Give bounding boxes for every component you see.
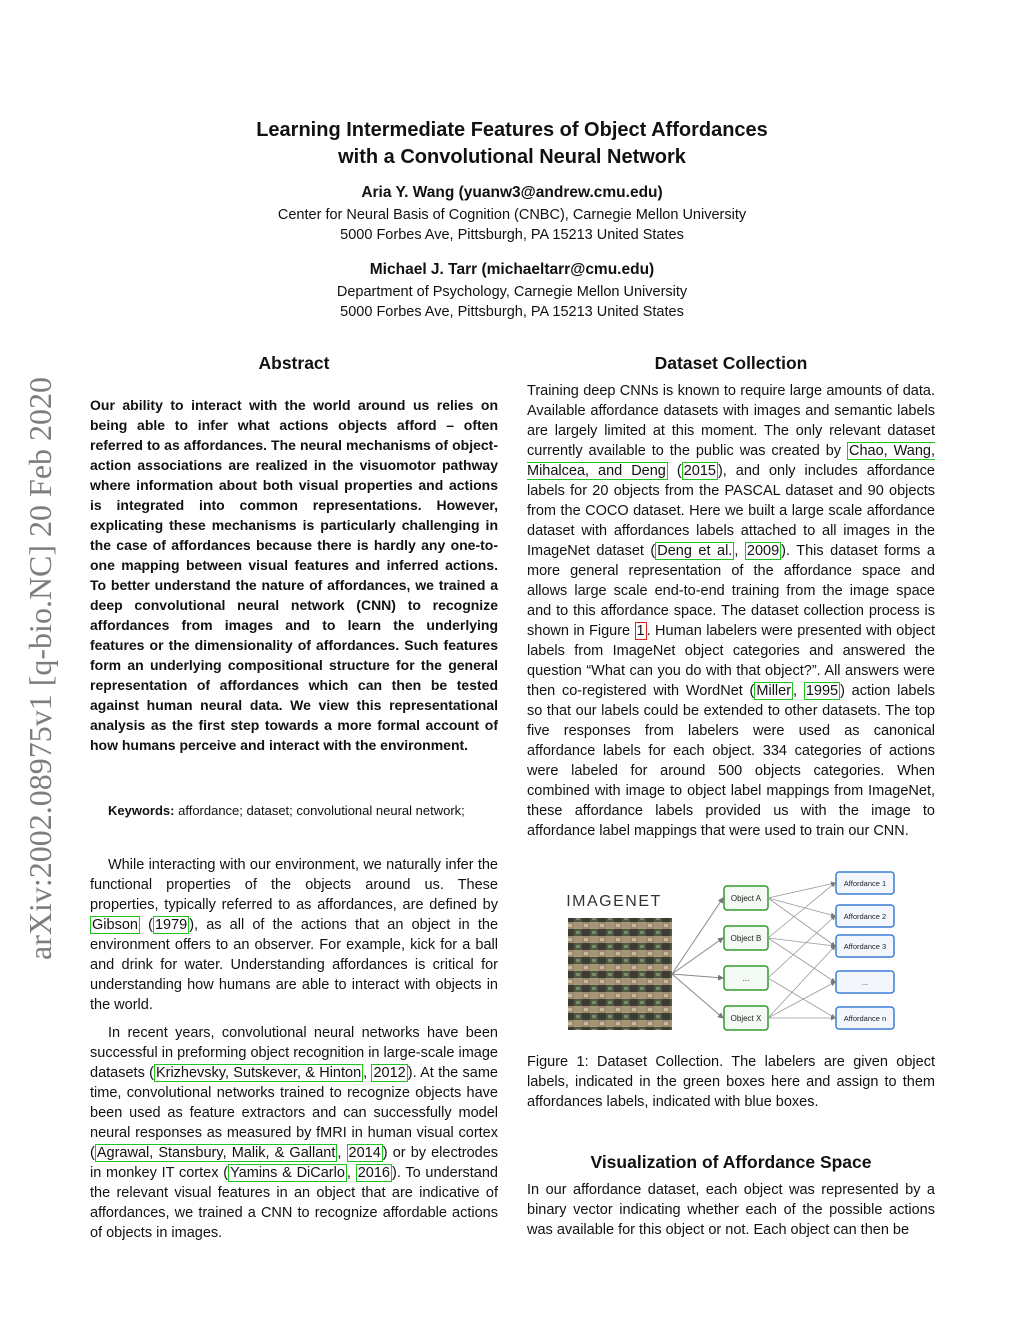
citation-link[interactable]: 2014 <box>348 1145 381 1161</box>
citation-link[interactable]: Chao, Wang, Mihalcea, and Deng <box>527 443 935 479</box>
text-run: ), as all of the actions that an object in the environment offers to an observer. For example, kick for a ball and drink for water. Understanding affordances is critical for understanding how humans are able to interact with objects in the world. <box>90 917 499 1013</box>
intro-section <box>90 855 498 1251</box>
author-1-name: Aria Y. Wang (yuanw3@andrew.cmu.edu) <box>361 184 663 201</box>
object-label: Object B <box>730 934 762 943</box>
citation-link[interactable]: 1995 <box>805 683 839 699</box>
object-label: ... <box>742 974 750 983</box>
keywords <box>108 803 498 818</box>
arrow-edge <box>672 974 723 1018</box>
text-run: ). This dataset forms a more general representation of the affordance space and allows large scale end-to-end training from the image space and to this affordance space. The dataset collection process is shown in Figure <box>527 543 935 639</box>
title-line-2: with a Convolutional Neural Network <box>338 146 686 168</box>
text-run: ( <box>139 917 153 933</box>
text-run: , <box>346 1165 356 1181</box>
affordance-label: ... <box>861 978 869 987</box>
affordance-label: Affordance 3 <box>843 942 887 951</box>
paper-title <box>0 117 1024 171</box>
text-run: , <box>734 543 745 559</box>
citation-link[interactable]: Deng et al. <box>657 543 733 559</box>
citation-link[interactable]: Gibson <box>92 917 138 933</box>
affordance-label: Affordance n <box>843 1014 887 1023</box>
text-run: , <box>793 683 804 699</box>
intro-paragraph-1 <box>90 855 498 1015</box>
citation-link[interactable]: Krizhevsky, Sutskever, & Hinton <box>155 1065 362 1081</box>
author-2-affiliation: Department of Psychology, Carnegie Mellon University <box>336 284 688 300</box>
keywords-value: affordance; dataset; convolutional neural network; <box>178 803 465 818</box>
citation-link[interactable]: 2012 <box>373 1065 406 1081</box>
citation-link[interactable]: 2009 <box>746 543 780 559</box>
intro-paragraph-2 <box>90 1023 498 1243</box>
arrow-edge <box>672 938 723 974</box>
affordance-label: Affordance 2 <box>843 912 887 921</box>
citation-link[interactable]: Yamins & DiCarlo <box>230 1165 345 1181</box>
text-run: ) action labels so that our labels could be extended to other datasets. The top five responses from labelers were used as canonical affordance labels for each object. 334 categories of actions were labeled for around 500 objects categories. When combined with image to object label mappings from ImageNet, these affordance labels provided us with the image to affordance label mappings that were used to train our CNN. <box>527 683 935 839</box>
text-run: ). At the same time, convolutional networks trained to recognize objects have been used as feature extractors and can successfully model neural responses as measured by fMRI in human visual cortex ( <box>90 1065 498 1161</box>
imagenet-mosaic <box>568 918 672 1030</box>
arrow-edge <box>672 974 723 978</box>
text-run: Training deep CNNs is known to require large amounts of data. Available affordance datasets with images and semantic labels are largely limited at this moment. The only relevant dataset currently available to the public was created by <box>527 383 935 459</box>
author-2-name: Michael J. Tarr (michaeltarr@cmu.edu) <box>369 261 655 278</box>
text-run: In recent years, convolutional neural networks have been successful in preforming object recognition in large-scale image datasets ( <box>90 1025 498 1081</box>
figure-1 <box>566 866 906 1036</box>
text-run: While interacting with our environment, we naturally infer the functional properties of the objects around us. These properties, typically referred to as affordances, are defined by <box>90 857 498 913</box>
citation-link[interactable]: Agrawal, Stansbury, Malik, & Gallant <box>96 1145 336 1161</box>
title-line-1: Learning Intermediate Features of Object Affordances <box>256 119 768 141</box>
object-label: Object A <box>730 894 762 903</box>
citation-link[interactable]: 2015 <box>683 463 716 479</box>
mapping-arrows <box>768 883 835 1018</box>
citation-link[interactable]: 2016 <box>357 1165 390 1181</box>
visualization-heading: Visualization of Affordance Space <box>590 1152 872 1172</box>
affordance-label: Affordance 1 <box>843 879 887 888</box>
dataset-paragraph <box>527 381 935 841</box>
text-run: ( <box>667 463 682 479</box>
keywords-label: Keywords: <box>108 803 175 818</box>
text-run: ). To understand the relevant visual features in an object that are indicative of affordances, we trained a CNN to recognize affordable actions of objects in images. <box>90 1165 498 1241</box>
imagenet-logo: IMAGENET <box>566 893 662 910</box>
author-1-affiliation: Center for Neural Basis of Cognition (CNBC), Carnegie Mellon University <box>277 207 747 223</box>
arrow-edge <box>672 898 723 974</box>
citation-link[interactable]: 1979 <box>154 917 188 933</box>
arxiv-stamp: arXiv:2002.08975v1 [q-bio.NC] 20 Feb 2020 <box>22 376 58 960</box>
figure-1-caption: Figure 1: Dataset Collection. The labelers are given object labels, indicated in the green boxes here and assign to them affordances labels, indicated with blue boxes. <box>527 1054 935 1110</box>
abstract-text: Our ability to interact with the world around us relies on being able to infer what actions objects afford – often referred to as affordances. The neural mechanisms of object-action associations are realized in the visuomotor pathway where information about both visual properties and actions is integrated into common representations. However, explicating these mechanisms is particularly challenging in the case of affordances because there is hardly any one-to-one mapping between visual features and inferred actions. To better understand the nature of affordances, we trained a deep convolutional neural network (CNN) to recognize affordances from images and to learn the underlying features or the dimensionality of affordances. Such features form an underlying compositional structure for the general representation of affordances which can then be tested against human neural data. We view this representational analysis as the first step towards a more formal account of how humans perceive and interact with the environment. <box>90 397 498 753</box>
author-2-address: 5000 Forbes Ave, Pittsburgh, PA 15213 United States <box>340 304 684 320</box>
figure-1-diagram <box>566 866 906 1036</box>
text-run: ) or by electrodes in monkey IT cortex ( <box>90 1145 499 1181</box>
text-run: ), and only includes affordance labels for 20 objects from the PASCAL dataset and 90 objects from the COCO dataset. Here we built a large scale affordance dataset with affordances labels attached to all images in the ImageNet dataset ( <box>527 463 935 559</box>
dataset-heading: Dataset Collection <box>654 353 808 373</box>
text-run: , <box>337 1145 347 1161</box>
text-run: . Human labelers were presented with object labels from ImageNet object categories and answered the question “What can you do with that object?”. All answers were then co-registered with WordNet ( <box>527 623 936 699</box>
author-1-address: 5000 Forbes Ave, Pittsburgh, PA 15213 United States <box>340 227 684 243</box>
text-run: , <box>363 1065 372 1081</box>
figure-reference-link[interactable]: 1 <box>636 623 645 639</box>
abstract-heading: Abstract <box>258 353 330 373</box>
object-label: Object X <box>730 1014 762 1023</box>
visualization-paragraph: In our affordance dataset, each object was represented by a binary vector indicating whether each of the possible actions was available for this object or not. Each object can then be <box>527 1182 935 1238</box>
citation-link[interactable]: Miller <box>756 683 792 699</box>
